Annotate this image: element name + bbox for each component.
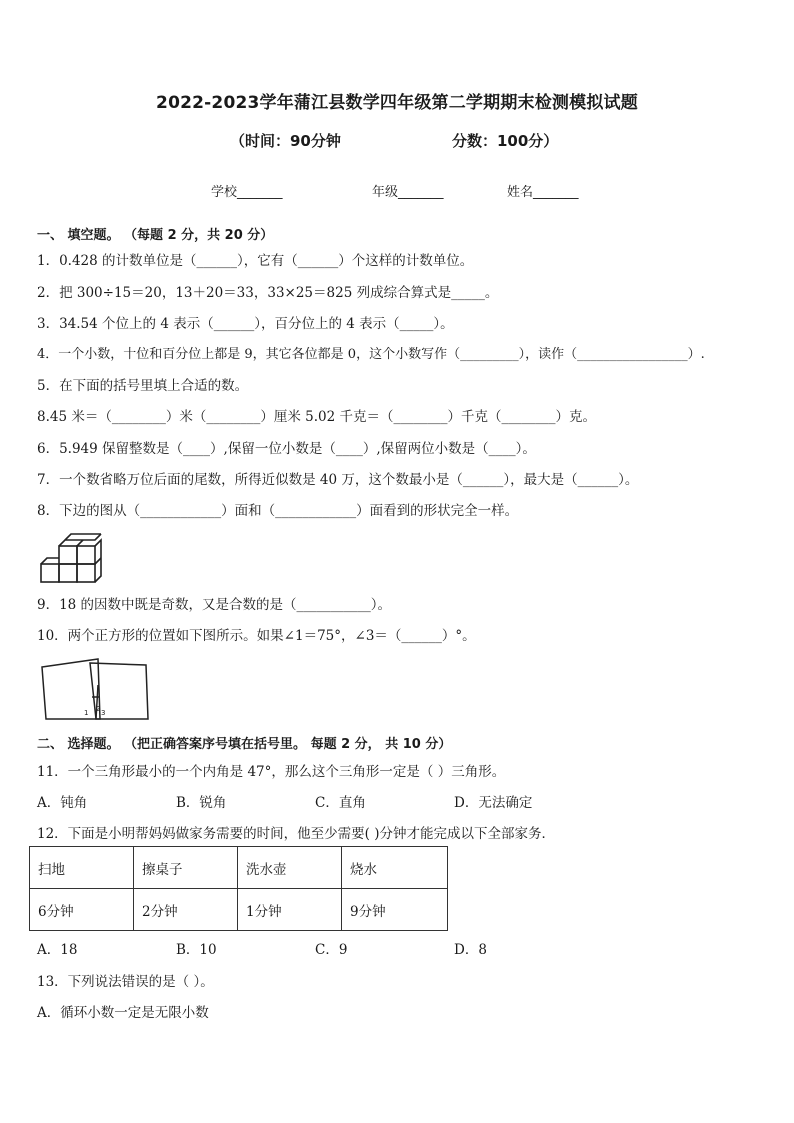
table-cell: 6分钟 bbox=[30, 889, 134, 931]
q11-option-c: C．直角 bbox=[315, 795, 366, 811]
section-fill-in: 一、 填空题。 （每题 2 分，共 20 分） bbox=[37, 228, 274, 243]
angle-1-label: 1 bbox=[84, 709, 89, 717]
question-4: 4．一个小数，十位和百分位上都是 9，其它各位都是 0，这个小数写作（_________），读作（_________________）. bbox=[37, 347, 705, 362]
chores-table bbox=[29, 846, 448, 931]
exam-time: （时间：90分钟 bbox=[230, 132, 341, 150]
angle-2-label: 2 bbox=[96, 705, 101, 713]
q11-option-b: B．锐角 bbox=[176, 795, 227, 811]
question-5: 5．在下面的括号里填上合适的数。 bbox=[37, 378, 249, 394]
q12-option-c: C．9 bbox=[315, 942, 348, 958]
cube-stack-figure bbox=[38, 530, 102, 586]
q12-option-d: D．8 bbox=[454, 942, 487, 958]
q12-option-b: B．10 bbox=[176, 942, 217, 958]
angle-3-label: 3 bbox=[101, 709, 106, 717]
grade-field: 年级_______ bbox=[372, 185, 444, 200]
question-8: 8．下边的图从（____________）面和（____________）面看到的形状完全一样。 bbox=[37, 503, 519, 519]
table-cell: 1分钟 bbox=[238, 889, 342, 931]
q12-option-a: A．18 bbox=[37, 942, 78, 958]
q11-option-a: A．钝角 bbox=[37, 795, 88, 811]
table-row bbox=[30, 847, 448, 889]
question-3: 3．34.54 个位上的 4 表示（______），百分位上的 4 表示（_____）。 bbox=[37, 316, 454, 332]
table-header-cell: 洗水壶 bbox=[238, 847, 342, 889]
table-row bbox=[30, 889, 448, 931]
two-squares-figure bbox=[38, 657, 150, 723]
q11-option-d: D．无法确定 bbox=[454, 795, 533, 811]
question-2: 2．把 300÷15＝20，13＋20＝33，33×25＝825 列成综合算式是_____。 bbox=[37, 285, 499, 301]
table-cell: 9分钟 bbox=[342, 889, 448, 931]
question-1: 1．0.428 的计数单位是（______），它有（______）个这样的计数单位。 bbox=[37, 253, 474, 269]
section-choice: 二、 选择题。 （把正确答案序号填在括号里。 每题 2 分， 共 10 分） bbox=[37, 737, 452, 752]
question-9: 9．18 的因数中既是奇数，又是合数的是（___________）。 bbox=[37, 597, 392, 613]
question-12: 12．下面是小明帮妈妈做家务需要的时间，他至少需要( )分钟才能完成以下全部家务． bbox=[37, 826, 556, 842]
exam-score: 分数：100分） bbox=[452, 132, 559, 150]
table-header-cell: 扫地 bbox=[30, 847, 134, 889]
question-6: 6．5.949 保留整数是（____）,保留一位小数是（____）,保留两位小数是（____）。 bbox=[37, 441, 536, 457]
table-header-cell: 擦桌子 bbox=[134, 847, 238, 889]
question-13: 13．下列说法错误的是（ ）。 bbox=[37, 974, 214, 990]
question-7: 7．一个数省略万位后面的尾数，所得近似数是 40 万，这个数最小是（______），最大是（______）。 bbox=[37, 472, 639, 488]
page-title: 2022-2023学年蒲江县数学四年级第二学期期末检测模拟试题 bbox=[156, 93, 638, 113]
question-11: 11．一个三角形最小的一个内角是 47°，那么这个三角形一定是（ ）三角形。 bbox=[37, 764, 506, 780]
question-5-line: 8.45 米＝（________）米（________）厘米 5.02 千克＝（________）千克（________）克。 bbox=[37, 409, 596, 425]
name-field: 姓名_______ bbox=[507, 185, 579, 200]
question-10: 10．两个正方形的位置如下图所示。如果∠1＝75°，∠3＝（______）°。 bbox=[37, 628, 476, 644]
q13-option-a: A．循环小数一定是无限小数 bbox=[37, 1005, 209, 1021]
table-header-cell: 烧水 bbox=[342, 847, 448, 889]
school-field: 学校_______ bbox=[211, 185, 283, 200]
table-cell: 2分钟 bbox=[134, 889, 238, 931]
